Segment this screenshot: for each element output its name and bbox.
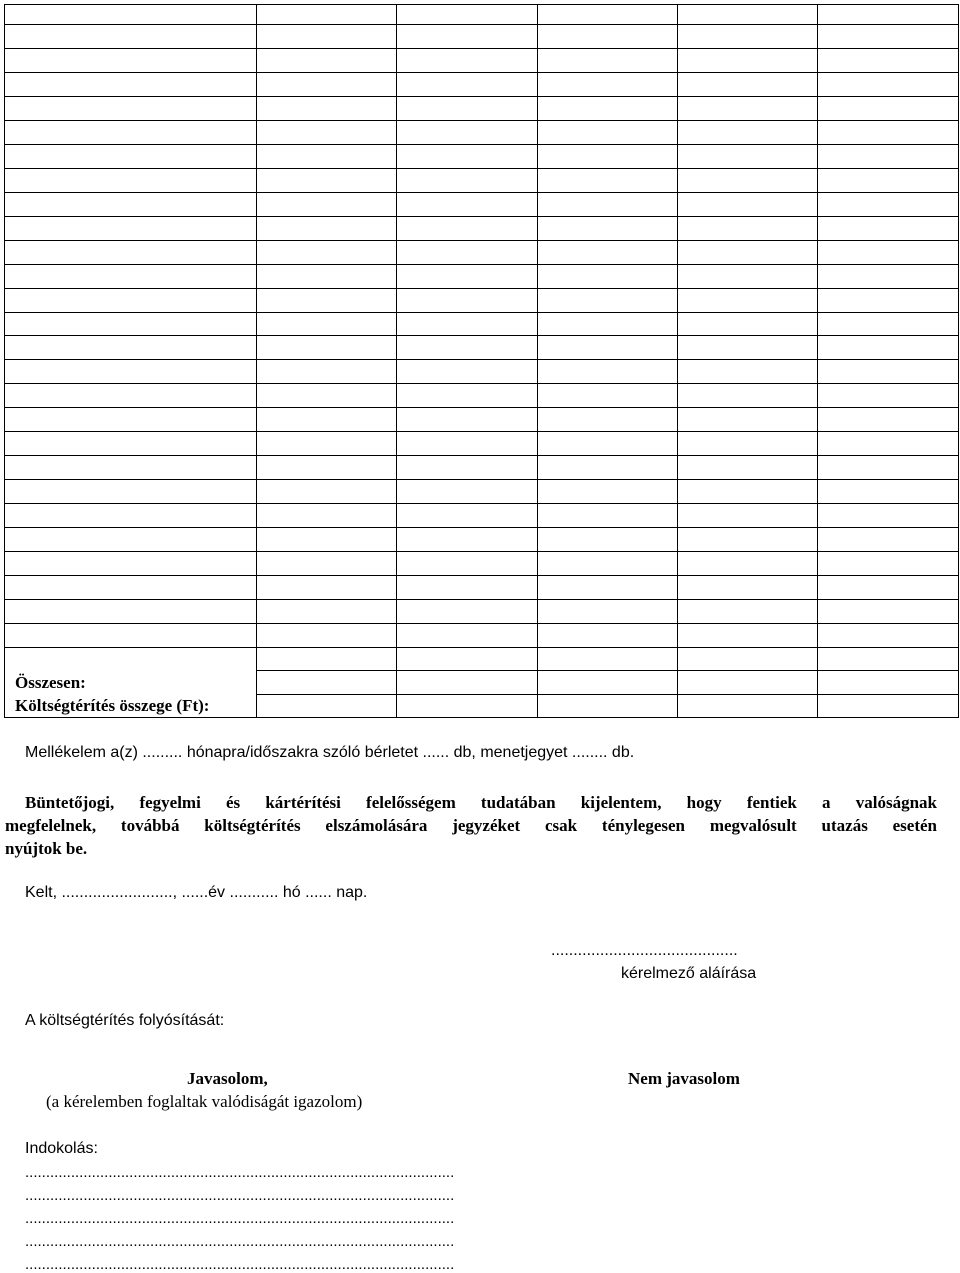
table-gridline bbox=[256, 4, 257, 718]
table-gridline bbox=[4, 407, 959, 408]
table-gridline bbox=[4, 383, 959, 384]
table-gridline bbox=[4, 503, 959, 504]
table-gridline bbox=[4, 48, 959, 49]
table-gridline bbox=[4, 24, 959, 25]
table-gridline bbox=[4, 431, 959, 432]
table-gridline bbox=[256, 670, 959, 671]
table-gridline bbox=[4, 4, 959, 5]
table-gridline bbox=[4, 647, 959, 648]
attachment-line: Mellékelem a(z) ......... hónapra/időszakra szóló bérletet ...... db, menetjegyet ........ db. bbox=[25, 744, 635, 761]
table-gridline bbox=[4, 335, 959, 336]
table-gridline bbox=[4, 216, 959, 217]
table-gridline bbox=[4, 120, 959, 121]
justification-line: ....................................................................................................... bbox=[25, 1187, 455, 1204]
approve-option: Javasolom, bbox=[187, 1069, 268, 1088]
table-summary-labels bbox=[15, 671, 209, 717]
declaration-line-2: megfelelnek, továbbá költségtérítés elszámolására jegyzéket csak ténylegesen megvalósult utazás esetén bbox=[5, 816, 937, 835]
table-gridline bbox=[4, 599, 959, 600]
table-gridline bbox=[4, 72, 959, 73]
justification-line: ....................................................................................................... bbox=[25, 1164, 455, 1181]
justification-line: ....................................................................................................... bbox=[25, 1210, 455, 1227]
table-gridline bbox=[4, 144, 959, 145]
date-line: Kelt, ........................., ......év ........... hó ...... nap. bbox=[25, 884, 368, 901]
table-gridline bbox=[4, 240, 959, 241]
table-gridline bbox=[4, 527, 959, 528]
total-row-label: Összesen: bbox=[15, 673, 86, 692]
table-gridline bbox=[4, 96, 959, 97]
table-gridline bbox=[677, 4, 678, 718]
reject-option: Nem javasolom bbox=[628, 1069, 740, 1088]
table-gridline bbox=[4, 4, 5, 718]
table-gridline bbox=[4, 623, 959, 624]
table-gridline bbox=[958, 4, 959, 718]
table-gridline bbox=[4, 717, 959, 718]
table-gridline bbox=[4, 168, 959, 169]
table-gridline bbox=[4, 479, 959, 480]
table-gridline bbox=[256, 694, 959, 695]
declaration-paragraph bbox=[5, 791, 937, 860]
table-gridline bbox=[4, 312, 959, 313]
declaration-line-3: nyújtok be. bbox=[5, 839, 88, 858]
table-gridline bbox=[817, 4, 818, 718]
justification-label: Indokolás: bbox=[25, 1140, 98, 1157]
declaration-line-1: Büntetőjogi, fegyelmi és kártérítési felelősségem tudatában kijelentem, hogy fentiek a valóságnak bbox=[25, 793, 937, 812]
amount-row-label: Költségtérítés összege (Ft): bbox=[15, 696, 210, 715]
expense-table bbox=[4, 4, 959, 718]
table-gridline bbox=[4, 264, 959, 265]
table-gridline bbox=[396, 4, 397, 718]
table-gridline bbox=[4, 551, 959, 552]
signature-label: kérelmező aláírása bbox=[621, 965, 757, 982]
table-gridline bbox=[4, 575, 959, 576]
table-gridline bbox=[4, 288, 959, 289]
table-gridline bbox=[4, 192, 959, 193]
approve-note: (a kérelemben foglaltak valódiságát igazolom) bbox=[46, 1092, 363, 1111]
justification-line: ....................................................................................................... bbox=[25, 1233, 455, 1250]
signature-dots: .......................................... bbox=[551, 942, 738, 959]
table-gridline bbox=[537, 4, 538, 718]
table-gridline bbox=[4, 455, 959, 456]
payment-label: A költségtérítés folyósítását: bbox=[25, 1012, 225, 1029]
table-gridline bbox=[4, 359, 959, 360]
justification-line: ....................................................................................................... bbox=[25, 1256, 455, 1273]
